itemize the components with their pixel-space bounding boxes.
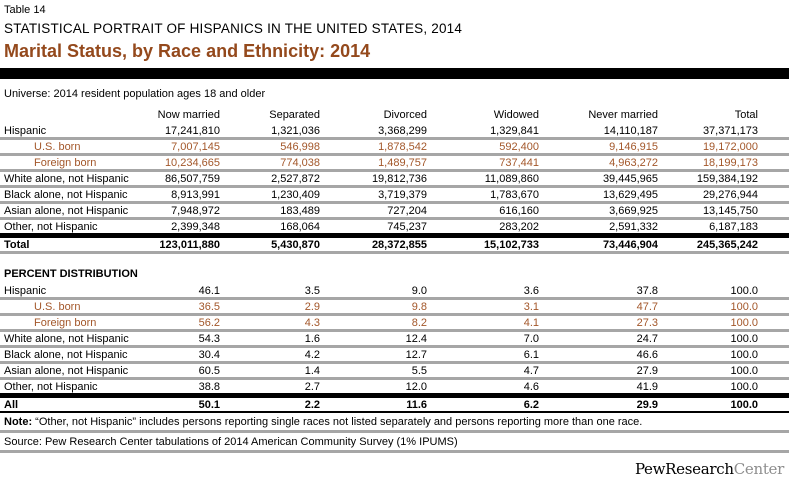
cell-value: 183,489: [220, 203, 320, 219]
row-label: White alone, not Hispanic: [0, 331, 140, 347]
filler: [758, 171, 789, 187]
note-line: [0, 413, 789, 433]
logo-text-gray: Center: [733, 460, 784, 478]
row-label: Other, not Hispanic: [0, 219, 140, 236]
cell-value: 15,102,733: [427, 236, 539, 253]
cell-value: 12.7: [320, 347, 427, 363]
cell-value: 73,446,904: [539, 236, 658, 253]
row-label: Black alone, not Hispanic: [0, 347, 140, 363]
column-header: Total: [734, 109, 758, 121]
cell-value: 46.6: [539, 347, 658, 363]
cell-value: 8.2: [320, 315, 427, 331]
cell-value: 3.6: [427, 284, 539, 299]
cell-value: 5.5: [320, 363, 427, 379]
cell-value: 100.0: [658, 284, 758, 299]
filler: [758, 107, 789, 124]
cell-value: 737,441: [427, 155, 539, 171]
cell-value: 546,998: [220, 139, 320, 155]
row-label: Total: [0, 236, 140, 253]
cell-value: 7.0: [427, 331, 539, 347]
cell-value: 7,948,972: [140, 203, 220, 219]
cell-value: 30.4: [140, 347, 220, 363]
cell-value: 12.4: [320, 331, 427, 347]
cell-value: 245,365,242: [658, 236, 758, 253]
cell-value: 100.0: [658, 363, 758, 379]
table-row: [0, 155, 789, 171]
cell-value: 100.0: [658, 396, 758, 413]
cell-value: 1,878,542: [320, 139, 427, 155]
filler: [758, 396, 789, 413]
table-row: [0, 124, 789, 139]
row-label: Foreign born: [0, 155, 140, 171]
filler: [758, 219, 789, 236]
cell-value: 5,430,870: [220, 236, 320, 253]
row-label: Hispanic: [0, 124, 140, 139]
cell-value: 727,204: [320, 203, 427, 219]
cell-value: 123,011,880: [140, 236, 220, 253]
cell-value: 9.8: [320, 299, 427, 315]
cell-value: 592,400: [427, 139, 539, 155]
cell-value: 46.1: [140, 284, 220, 299]
table-row: [0, 331, 789, 347]
cell-value: 7,007,145: [140, 139, 220, 155]
cell-value: 13,145,750: [658, 203, 758, 219]
cell-value: 6.2: [427, 396, 539, 413]
note-text: “Other, not Hispanic” includes persons reporting single races not listed separately and persons reporting more than one race.: [32, 416, 643, 428]
row-label: Black alone, not Hispanic: [0, 187, 140, 203]
row-label: Asian alone, not Hispanic: [0, 363, 140, 379]
cell-value: 29,276,944: [658, 187, 758, 203]
cell-value: 4.2: [220, 347, 320, 363]
cell-value: 3,719,379: [320, 187, 427, 203]
source-line: Source: Pew Research Center tabulations of 2014 American Community Survey (1% IPUMS): [0, 433, 789, 453]
cell-value: 745,237: [320, 219, 427, 236]
cell-value: 27.9: [539, 363, 658, 379]
table-row: [0, 139, 789, 155]
cell-value: 283,202: [427, 219, 539, 236]
universe-line: Universe: 2014 resident population ages 18 and older: [4, 88, 266, 100]
cell-value: 12.0: [320, 379, 427, 396]
cell-value: 56.2: [140, 315, 220, 331]
filler: [758, 315, 789, 331]
cell-value: 3.1: [427, 299, 539, 315]
cell-value: 4.1: [427, 315, 539, 331]
cell-value: 54.3: [140, 331, 220, 347]
column-header: Never married: [588, 109, 658, 121]
cell-value: 2,399,348: [140, 219, 220, 236]
cell-value: 2.2: [220, 396, 320, 413]
cell-value: 616,160: [427, 203, 539, 219]
cell-value: 4.6: [427, 379, 539, 396]
filler: [758, 124, 789, 139]
cell-value: 1,321,036: [220, 124, 320, 139]
cell-value: 2.9: [220, 299, 320, 315]
row-label-header: [0, 107, 140, 124]
cell-value: 100.0: [658, 379, 758, 396]
table-row: [0, 299, 789, 315]
cell-value: 47.7: [539, 299, 658, 315]
cell-value: 37.8: [539, 284, 658, 299]
counts-table: [0, 107, 789, 254]
column-header: Separated: [269, 109, 320, 121]
cell-value: 1.4: [220, 363, 320, 379]
cell-value: 38.8: [140, 379, 220, 396]
column-header: Divorced: [383, 109, 427, 121]
cell-value: 100.0: [658, 347, 758, 363]
cell-value: 19,172,000: [658, 139, 758, 155]
cell-value: 86,507,759: [140, 171, 220, 187]
divider-bar: [0, 68, 789, 79]
cell-value: 19,812,736: [320, 171, 427, 187]
table-row: [0, 219, 789, 236]
table-row: [0, 203, 789, 219]
cell-value: 1,783,670: [427, 187, 539, 203]
filler: [758, 363, 789, 379]
filler: [758, 299, 789, 315]
table-row: [0, 284, 789, 299]
cell-value: 24.7: [539, 331, 658, 347]
row-label: White alone, not Hispanic: [0, 171, 140, 187]
page-title: Marital Status, by Race and Ethnicity: 2014: [4, 41, 371, 61]
cell-value: 11,089,860: [427, 171, 539, 187]
cell-value: 9,146,915: [539, 139, 658, 155]
cell-value: 100.0: [658, 331, 758, 347]
cell-value: 100.0: [658, 299, 758, 315]
filler: [758, 347, 789, 363]
row-label: Foreign born: [0, 315, 140, 331]
cell-value: 9.0: [320, 284, 427, 299]
column-header: Now married: [157, 109, 220, 121]
cell-value: 27.3: [539, 315, 658, 331]
cell-value: 774,038: [220, 155, 320, 171]
row-label: Asian alone, not Hispanic: [0, 203, 140, 219]
cell-value: 50.1: [140, 396, 220, 413]
filler: [758, 139, 789, 155]
cell-value: 3,669,925: [539, 203, 658, 219]
table-row: [0, 236, 789, 253]
cell-value: 1,230,409: [220, 187, 320, 203]
cell-value: 10,234,665: [140, 155, 220, 171]
cell-value: 29.9: [539, 396, 658, 413]
table-row: [0, 187, 789, 203]
cell-value: 3,368,299: [320, 124, 427, 139]
filler: [758, 187, 789, 203]
filler: [758, 331, 789, 347]
cell-value: 6.1: [427, 347, 539, 363]
note-label: Note:: [4, 416, 33, 428]
cell-value: 14,110,187: [539, 124, 658, 139]
cell-value: 36.5: [140, 299, 220, 315]
row-label: All: [0, 396, 140, 413]
filler: [758, 155, 789, 171]
column-header: Widowed: [493, 109, 539, 121]
cell-value: 2,591,332: [539, 219, 658, 236]
row-label: Hispanic: [0, 284, 140, 299]
cell-value: 168,064: [220, 219, 320, 236]
table-row: [0, 315, 789, 331]
logo-text-black: PewResearch: [634, 460, 734, 478]
cell-value: 18,199,173: [658, 155, 758, 171]
cell-value: 4.3: [220, 315, 320, 331]
cell-value: 39,445,965: [539, 171, 658, 187]
cell-value: 13,629,495: [539, 187, 658, 203]
percent-distribution-heading: PERCENT DISTRIBUTION: [4, 268, 138, 280]
filler: [758, 284, 789, 299]
report-title: STATISTICAL PORTRAIT OF HISPANICS IN THE UNITED STATES, 2014: [4, 21, 463, 36]
cell-value: 4,963,272: [539, 155, 658, 171]
column-header-row: [0, 107, 789, 124]
table-row: [0, 363, 789, 379]
cell-value: 60.5: [140, 363, 220, 379]
cell-value: 28,372,855: [320, 236, 427, 253]
table-row: [0, 379, 789, 396]
table-row: [0, 396, 789, 413]
cell-value: 3.5: [220, 284, 320, 299]
row-label: U.S. born: [0, 139, 140, 155]
table-row: [0, 347, 789, 363]
cell-value: 11.6: [320, 396, 427, 413]
row-label: U.S. born: [0, 299, 140, 315]
cell-value: 41.9: [539, 379, 658, 396]
cell-value: 1,489,757: [320, 155, 427, 171]
pew-research-center-logo: [0, 453, 789, 478]
table-row: [0, 171, 789, 187]
filler: [758, 203, 789, 219]
cell-value: 2,527,872: [220, 171, 320, 187]
cell-value: 1.6: [220, 331, 320, 347]
cell-value: 100.0: [658, 315, 758, 331]
cell-value: 1,329,841: [427, 124, 539, 139]
percent-table: [0, 284, 789, 413]
filler: [758, 379, 789, 396]
cell-value: 37,371,173: [658, 124, 758, 139]
cell-value: 6,187,183: [658, 219, 758, 236]
row-label: Other, not Hispanic: [0, 379, 140, 396]
cell-value: 4.7: [427, 363, 539, 379]
filler: [758, 236, 789, 253]
cell-value: 159,384,192: [658, 171, 758, 187]
cell-value: 8,913,991: [140, 187, 220, 203]
cell-value: 2.7: [220, 379, 320, 396]
table-number: Table 14: [4, 4, 46, 16]
cell-value: 17,241,810: [140, 124, 220, 139]
